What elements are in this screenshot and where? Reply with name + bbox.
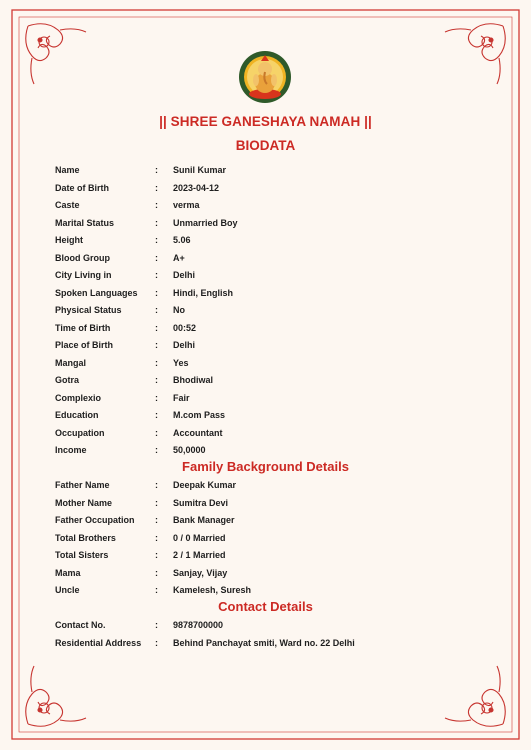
detail-value: Fair xyxy=(173,392,190,403)
detail-label: City Living in xyxy=(55,270,112,280)
detail-separator: : xyxy=(155,165,158,175)
detail-separator: : xyxy=(155,182,158,193)
detail-value: Yes xyxy=(173,357,189,368)
detail-label: Place of Birth xyxy=(55,340,114,350)
detail-label: Spoken Languages xyxy=(55,287,138,298)
detail-value: 9878700000 xyxy=(173,620,224,630)
detail-value: Sanjay, Vijay xyxy=(173,567,228,578)
detail-label: Total Brothers xyxy=(55,532,116,543)
detail-separator: : xyxy=(155,550,158,560)
detail-label: Education xyxy=(55,410,99,420)
detail-label: Total Sisters xyxy=(55,550,109,560)
detail-separator: : xyxy=(155,532,158,543)
detail-value: 0 / 0 Married xyxy=(173,532,226,543)
detail-separator: : xyxy=(155,585,158,595)
detail-value: Behind Panchayat smiti, Ward no. 22 Delhi xyxy=(173,637,355,648)
detail-separator: : xyxy=(155,200,158,210)
detail-value: 2 / 1 Married xyxy=(173,550,226,560)
detail-value: Bhodiwal xyxy=(173,375,213,385)
detail-separator: : xyxy=(155,287,158,298)
detail-separator: : xyxy=(155,567,158,578)
detail-value: 5.06 xyxy=(173,235,191,245)
detail-value: Bank Manager xyxy=(173,515,235,525)
detail-value: 00:52 xyxy=(173,322,197,333)
detail-separator: : xyxy=(155,515,158,525)
detail-separator: : xyxy=(155,375,158,385)
detail-separator: : xyxy=(155,392,158,403)
corner-ornament-bottom-right-icon xyxy=(445,666,505,726)
detail-label: Name xyxy=(55,165,80,175)
detail-label: Mangal xyxy=(55,357,87,368)
detail-label: Father Name xyxy=(55,480,110,490)
detail-value: Sumitra Devi xyxy=(173,497,229,508)
detail-value: verma xyxy=(173,200,200,210)
detail-separator: : xyxy=(155,637,158,648)
detail-value: M.com Pass xyxy=(173,410,226,420)
detail-value: Hindi, English xyxy=(173,287,233,298)
detail-value: Accountant xyxy=(173,427,223,438)
detail-value: Unmarried Boy xyxy=(173,217,238,228)
detail-label: Residential Address xyxy=(55,637,142,648)
detail-value: Deepak Kumar xyxy=(173,480,237,490)
detail-separator: : xyxy=(155,322,158,333)
detail-value: Kamelesh, Suresh xyxy=(173,585,252,595)
ganesha-icon xyxy=(238,50,292,104)
detail-label: Marital Status xyxy=(55,217,115,228)
detail-label: Mama xyxy=(55,567,81,578)
detail-value: 50,0000 xyxy=(173,445,206,455)
detail-separator: : xyxy=(155,357,158,368)
detail-label: Mother Name xyxy=(55,497,113,508)
detail-separator: : xyxy=(155,480,158,490)
detail-label: Physical Status xyxy=(55,305,122,315)
detail-separator: : xyxy=(155,445,158,455)
corner-ornament-bottom-left-icon xyxy=(26,666,86,726)
detail-separator: : xyxy=(155,340,158,350)
detail-separator: : xyxy=(155,217,158,228)
detail-label: Date of Birth xyxy=(55,182,109,193)
detail-separator: : xyxy=(155,410,158,420)
detail-label: Father Occupation xyxy=(55,515,135,525)
detail-separator: : xyxy=(155,427,158,438)
detail-label: Gotra xyxy=(55,375,80,385)
detail-label: Contact No. xyxy=(55,620,106,630)
detail-separator: : xyxy=(155,497,158,508)
detail-value: Sunil Kumar xyxy=(173,165,227,175)
corner-ornament-top-right-icon xyxy=(445,24,505,84)
detail-separator: : xyxy=(155,620,158,630)
detail-label: Height xyxy=(55,235,83,245)
detail-value: 2023-04-12 xyxy=(173,182,220,193)
detail-value: Delhi xyxy=(173,340,196,350)
family-section-title: Family Background Details xyxy=(182,459,349,474)
detail-label: Time of Birth xyxy=(55,322,111,333)
invocation-heading: || SHREE GANESHAYA NAMAH || xyxy=(159,114,372,129)
contact-section-title: Contact Details xyxy=(218,599,313,614)
detail-label: Caste xyxy=(55,200,80,210)
detail-value: A+ xyxy=(173,252,185,263)
detail-label: Complexio xyxy=(55,392,102,403)
detail-value: Delhi xyxy=(173,270,196,280)
detail-separator: : xyxy=(155,305,158,315)
biodata-title: BIODATA xyxy=(235,138,296,153)
detail-separator: : xyxy=(155,252,158,263)
detail-label: Blood Group xyxy=(55,252,110,263)
corner-ornament-top-left-icon xyxy=(26,24,86,84)
detail-label: Occupation xyxy=(55,427,105,438)
detail-separator: : xyxy=(155,270,158,280)
detail-label: Income xyxy=(55,445,87,455)
detail-label: Uncle xyxy=(55,585,80,595)
detail-value: No xyxy=(173,305,185,315)
detail-separator: : xyxy=(155,235,158,245)
